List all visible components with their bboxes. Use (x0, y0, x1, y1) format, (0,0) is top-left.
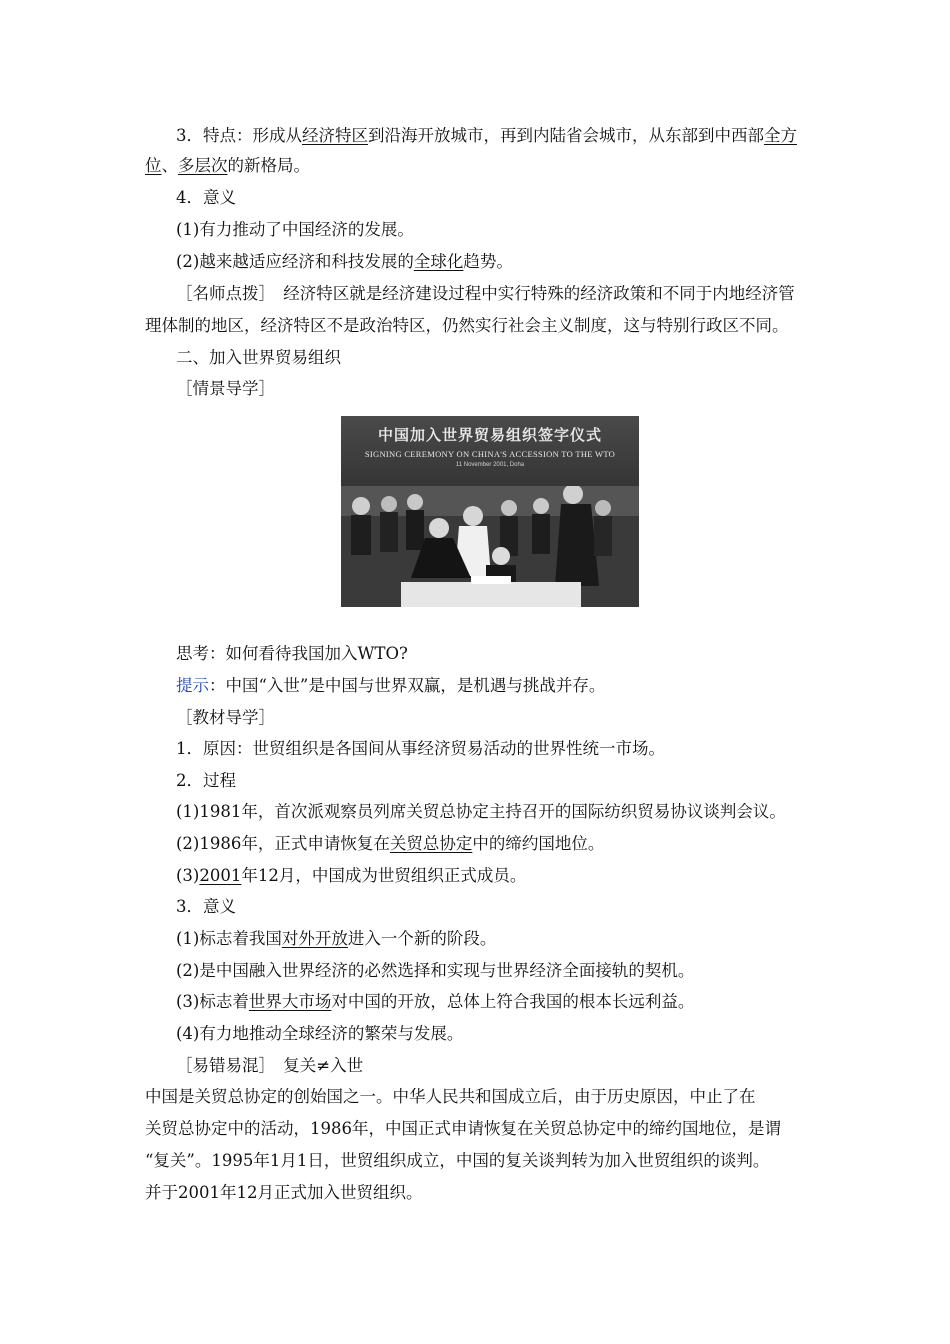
significance-heading: 3．意义 (176, 897, 236, 916)
confusion-line-4: 并于2001年12月正式加入世贸组织。 (145, 1183, 423, 1202)
significance-item-3 (176, 991, 694, 1013)
significance-item-1 (176, 928, 496, 950)
features-text: 的新格局。 (227, 156, 310, 175)
hint-label: 提示 (176, 676, 209, 695)
underlined-term: 位 (145, 156, 162, 175)
banner-title-en: SIGNING CEREMONY ON CHINA'S ACCESSION TO THE WTO (364, 449, 616, 459)
features-text: 3．特点：形成从 (176, 126, 302, 145)
process-item-2 (176, 833, 604, 855)
text: 进入一个新的阶段。 (347, 929, 497, 948)
underlined-term: 经济特区 (302, 126, 368, 145)
textbook-label: ［教材导学］ (176, 708, 275, 727)
banner-title-cn: 中国加入世界贸易组织签字仪式 (377, 426, 602, 444)
text: (2)越来越适应经济和科技发展的 (176, 252, 414, 271)
features-text: 、 (161, 156, 178, 175)
hint-line (176, 675, 605, 697)
underlined-term: 世界大市场 (248, 992, 332, 1011)
banner-date: 11 November 2001, Doha (455, 462, 525, 468)
scene-label: ［情景导学］ (176, 379, 275, 398)
signing-ceremony-photo (341, 416, 639, 607)
photo-scene (341, 486, 639, 607)
underlined-term: 对外开放 (281, 929, 348, 948)
photo-banner (341, 416, 639, 486)
text: 对中国的开放，总体上符合我国的根本长远利益。 (331, 992, 695, 1011)
confusion-line-1: 中国是关贸总协定的创始国之一。中华人民共和国成立后，由于历史原因，中止了在 (145, 1087, 756, 1106)
text: 趋势。 (463, 252, 513, 271)
confusion-label: ［易错易混］ 复关≠入世 (176, 1056, 364, 1075)
features-line-1 (176, 125, 797, 147)
underlined-term: 关贸总协定 (389, 834, 473, 853)
underlined-term: 全方 (764, 126, 797, 145)
underlined-term: 全球化 (413, 252, 464, 271)
text: (2)1986年，正式申请恢复在 (176, 834, 390, 853)
tip-line-2: 理体制的地区，经济特区不是政治特区，仍然实行社会主义制度，这与特别行政区不同。 (145, 316, 789, 335)
text: 中的缔约国地位。 (472, 834, 605, 853)
significance-item-4: (4)有力地推动全球经济的繁荣与发展。 (176, 1024, 464, 1043)
features-line-2 (145, 155, 310, 177)
features-text: 到沿海开放城市，再到内陆省会城市，从东部到中西部 (368, 126, 764, 145)
process-heading: 2．过程 (176, 771, 236, 790)
significance-item-2: (2)是中国融入世界经济的必然选择和实现与世界经济全面接轨的契机。 (176, 961, 695, 980)
underlined-term: 2001 (199, 866, 242, 885)
text: 年12月，中国成为世贸组织正式成员。 (241, 866, 527, 885)
meaning-item-2 (176, 251, 513, 273)
meaning-heading: 4．意义 (176, 188, 236, 207)
process-item-3 (176, 865, 526, 887)
section-title: 二、加入世界贸易组织 (176, 348, 341, 367)
reason-line: 1．原因：世贸组织是各国间从事经济贸易活动的世界性统一市场。 (176, 739, 665, 758)
confusion-line-3: “复关”。1995年1月1日，世贸组织成立，中国的复关谈判转为加入世贸组织的谈判。 (145, 1151, 770, 1170)
text: (3)标志着 (176, 992, 249, 1011)
underlined-term: 多层次 (178, 156, 228, 175)
tip-line-1: ［名师点拨］ 经济特区就是经济建设过程中实行特殊的经济政策和不同于内地经济管 (176, 284, 795, 303)
meaning-item-1: (1)有力推动了中国经济的发展。 (176, 220, 414, 239)
text: (1)标志着我国 (176, 929, 282, 948)
process-item-1: (1)1981年，首次派观察员列席关贸总协定主持召开的国际纺织贸易协议谈判会议。 (176, 802, 786, 821)
think-question: 思考：如何看待我国加入WTO? (176, 644, 408, 663)
text: (3) (176, 866, 200, 885)
hint-text: ：中国“入世”是中国与世界双赢，是机遇与挑战并存。 (209, 676, 606, 695)
confusion-line-2: 关贸总协定中的活动，1986年，中国正式申请恢复在关贸总协定中的缔约国地位，是谓 (145, 1119, 781, 1138)
